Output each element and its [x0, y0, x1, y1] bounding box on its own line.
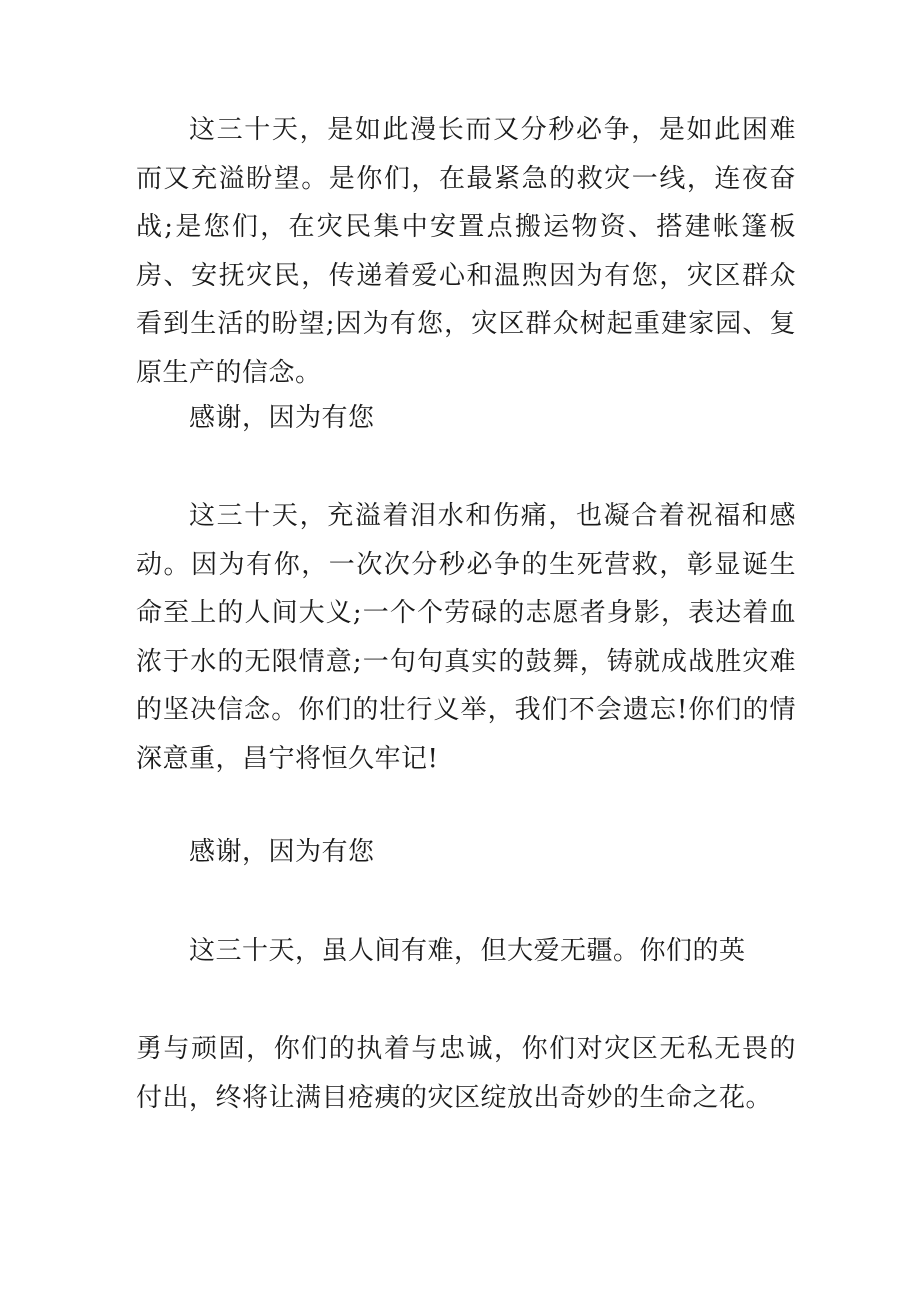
paragraph-thirty-days-hardship: 这三十天，是如此漫长而又分秒必争，是如此困难而又充溢盼望。是你们，在最紧急的救灾一线，连夜奋战;是您们，在灾民集中安置点搬运物资、搭建帐篷板房、安抚灾民，传递着爱心和温煦因为有您，灾区群众看到生活的盼望;因为有您，灾区群众树起重建家园、复原生产的信念。 — [136, 115, 796, 388]
paragraph-thirty-days-great-love: 这三十天，虽人间有难，但大爱无疆。你们的英 — [189, 936, 746, 966]
paragraph-thirty-days-tears: 这三十天，充溢着泪水和伤痛，也凝合着祝福和感动。因为有你，一次次分秒必争的生死营救，彰显诞生命至上的人间大义;一个个劳碌的志愿者身影，表达着血浓于水的无限情意;一句句真实的鼓舞，铸就成战胜灾难的坚决信念。你们的壮行义举，我们不会遗忘!你们的情深意重，昌宁将恒久牢记! — [136, 501, 796, 774]
section-heading-thanks-1: 感谢，因为有您 — [189, 403, 375, 433]
paragraph-bravery-continuation: 勇与顽固，你们的执着与忠诚，你们对灾区无私无畏的付出，终将让满目疮痍的灾区绽放出奇妙的生命之花。 — [136, 1034, 796, 1113]
section-heading-thanks-2: 感谢，因为有您 — [189, 837, 375, 867]
